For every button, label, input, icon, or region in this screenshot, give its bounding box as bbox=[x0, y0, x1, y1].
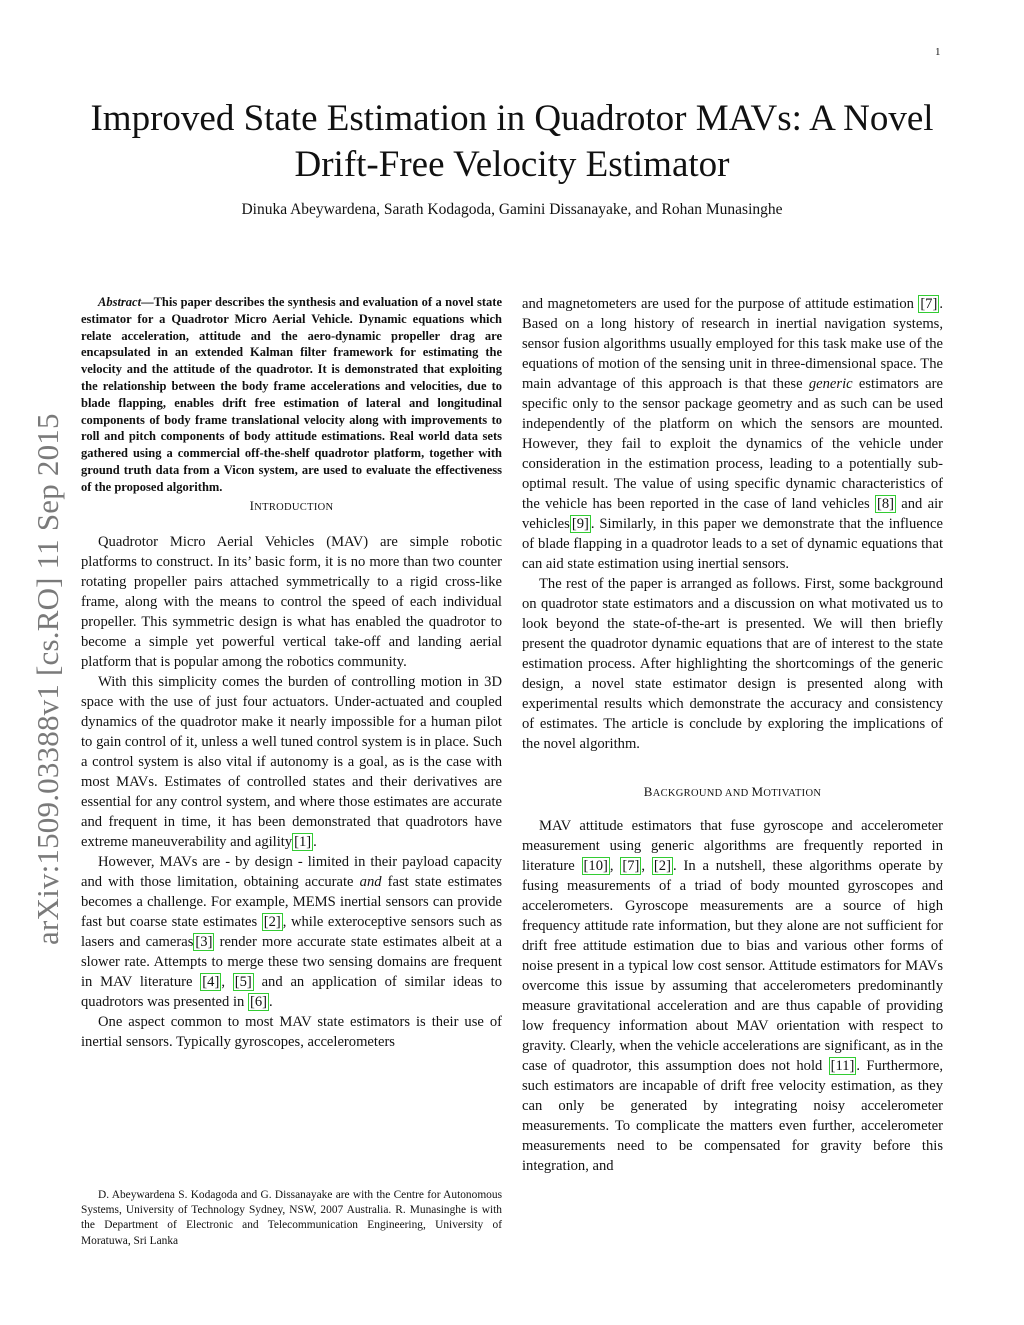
intro-paragraph-5: and magnetometers are used for the purpose of attitude estimation [7] . Based on a long history of research in inertial navigation systems, sensor fusion algorithms usually employed for this task make use of the equations of motion of the sensing unit in three-dimensional space. The main advantage of this approach is that these generic estimators are specific only to the sensor package geometry and as such can be used independently of the platform on which the sensors are mounted. However, they fail to exploit the dynamics of the vehicle under consideration in the estimation process, leading to a potentially sub-optimal result. The value of using specific dynamic characteristics of the vehicle has been reported in the case of land vehicles [8] and air vehicles [9] . Similarly, in this paper we demonstrate that the influence of blade flapping in a quadrotor leads to a set of dynamic equations that can aid state estimation using inertial sensors. bbox=[522, 296, 944, 572]
citation-link[interactable]: [7] bbox=[622, 858, 640, 874]
intro-paragraph-1: Quadrotor Micro Aerial Vehicles (MAV) are simple robotic platforms to construct. In its’ basic form, it is no more than two counter rotating propeller pairs attached symmetrically to a rigid cross-like frame, along with the means to control the speed of each individual propeller. This symmetric design is what has enabled the quadrotor to become a simple yet powerful vertical take-off and landing aerial platform that is popular among the robotics community. bbox=[81, 533, 502, 670]
author-affiliation-footnote: D. Abeywardena S. Kodagoda and G. Dissanayake are with the Centre for Autonomous Systems, University of Technology Sydney, NSW, 2007 Australia. R. Munasinghe is with the Department of Electronic and Telecommunication Engineering, University of Moratuwa, Sri Lanka bbox=[81, 1189, 502, 1247]
citation-link[interactable]: [4] bbox=[202, 973, 220, 990]
page-number: 1 bbox=[935, 46, 941, 58]
section-heading-introduction: INTRODUCTION bbox=[249, 497, 334, 513]
section-heading-background: BACKGROUND AND MOTIVATION bbox=[643, 784, 822, 799]
intro-paragraph-6: The rest of the paper is arranged as follows. First, some background on quadrotor state estimators and a discussion on what motivated us to look beyond the state-of-the-art is presented. We will then briefly present the quadrotor dynamic equations that are of interest to the state estimation process. After highlighting the shortcomings of the generic design, a novel state estimator design is presented along with experimental results which demonstrate the accuracy and consistency of estimates. The article is conclude by exploring the implications of the novel algorithm. bbox=[522, 576, 943, 752]
citation-link[interactable]: [7] bbox=[920, 296, 938, 312]
paper-title: Improved State Estimation in Quadrotor MAVs: A Novel Drift-Free Velocity Estimator bbox=[90, 98, 934, 185]
arxiv-identifier-stamp[interactable]: arXiv:1509.03388v1 [cs.RO] 11 Sep 2015 bbox=[30, 413, 65, 945]
intro-paragraph-4: One aspect common to most MAV state estimators is their use of inertial sensors. Typically gyroscopes, accelerometers bbox=[81, 1013, 502, 1050]
citation-link[interactable]: [6] bbox=[249, 993, 268, 1010]
abstract-text: —This paper describes the synthesis and evaluation of a novel state estimator for a Quadrotor Micro Aerial Vehicle. Dynamic equations which relate acceleration, attitude and the aero-dynamic propeller drag are encapsulated in an extended Kalman filter framework for estimating the velocity and the attitude of the quadrotor. It is demonstrated that exploiting the relationship between the body frame accelerations and velocities, due to blade flapping, enables drift free estimation of lateral and longitudinal components of body frame translational velocity along with improvements to roll and pitch components of body attitude estimations. Real world data sets gathered using a commercial off-the-shelf quadrotor platform, together with ground truth data from a Vicon system, are used to evaluate the effectiveness of the proposed algorithm. bbox=[81, 295, 502, 494]
citation-link[interactable]: [2] bbox=[653, 858, 671, 874]
citation-link[interactable]: [9] bbox=[571, 516, 589, 532]
background-paragraph-1: MAV attitude estimators that fuse gyroscope and accelerometer measurement using generic algorithms are frequently reported in literature [10] , [7] , [2] . In a nutshell, these algorithms operate by fusing measurements of a triad of body mounted gyroscopes and accelerometers. Gyroscope measurements are a source of high frequency attitude rate information, but they alone are not sufficient for drift free attitude estimation due to bias and various other forms of noise present in a typical low cost sensor. Attitude estimators for MAVs overcome this issue by assuming that accelerometers predominantly measure gravitational acceleration and are thus capable of providing low frequency information about MAV orientation with respect to gravity. Clearly, when the vehicle accelerations are significant, as in the case of quadrotor, this assumption does not hold [11] . Furthermore, such estimators are incapable of drift free velocity estimation, as they can only be generated by integrating noisy accelerometer measurements. To complicate the matters even further, accelerometer measurements need to be compensated for gravity before this integration, and bbox=[522, 818, 944, 1174]
abstract bbox=[81, 294, 502, 496]
citation-link[interactable]: [8] bbox=[876, 496, 894, 512]
citation-link[interactable]: [3] bbox=[195, 933, 213, 950]
left-column bbox=[81, 294, 502, 1052]
intro-paragraph-3: However, MAVs are - by design - limited in their payload capacity and with those limitation, obtaining accurate and fast state estimates becomes a challenge. For example, MEMS inertial sensors can provide fast but coarse state estimates [2] , while exteroceptive sensors such as lasers and cameras [3] render more accurate state estimates albeit at a slower rate. Attempts to merge these two sensing domains are frequent in MAV literature [4] , [5] and an application of similar ideas to quadrotors was presented in [6] . bbox=[81, 853, 503, 1010]
citation-link[interactable]: [10] bbox=[583, 858, 608, 874]
abstract-lead: Abstract bbox=[98, 295, 142, 309]
citation-link[interactable]: [1] bbox=[294, 833, 312, 850]
author-list: Dinuka Abeywardena, Sarath Kodagoda, Gamini Dissanayake, and Rohan Munasinghe bbox=[241, 201, 783, 218]
citation-link[interactable]: [11] bbox=[830, 1058, 855, 1074]
citation-link[interactable]: [5] bbox=[234, 973, 252, 990]
right-column bbox=[522, 294, 943, 1176]
intro-paragraph-2: With this simplicity comes the burden of controlling motion in 3D space with the use of just four actuators. Under-actuated and coupled dynamics of the quadrotor make it nearly impossible for a human pilot to gain control of it, unless a well tuned control system is in place. Such a control system is also vital if autonomy is a goal, as is the case with most MAVs. Estimates of controlled states and their derivatives are essential for any control system, and where those estimates are accurate and frequent in time, it has been demonstrated that quadrotors have extreme maneuverability and agility [1] . bbox=[81, 673, 502, 850]
citation-link[interactable]: [2] bbox=[263, 913, 281, 930]
